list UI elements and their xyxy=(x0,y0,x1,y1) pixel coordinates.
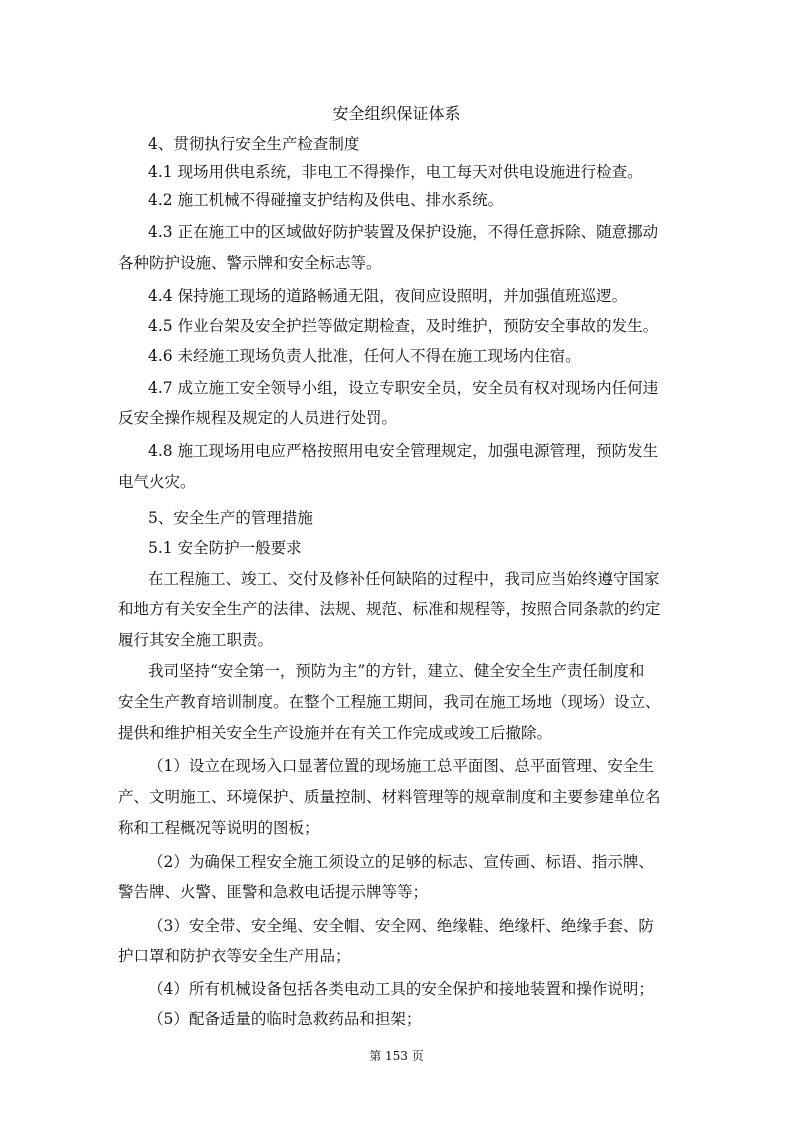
paragraph-line: 各种防护设施、警示牌和安全标志等。 xyxy=(118,254,382,272)
list-item-line: （5）配备适量的临时急救药品和担架； xyxy=(148,1010,422,1028)
subsection-heading: 5.1 安全防护一般要求 xyxy=(148,539,302,557)
paragraph-line: 和地方有关安全生产的法律、法规、规范、标准和规程等，按照合同条款的约定 xyxy=(118,600,661,618)
paragraph-line: 安全生产教育培训制度。在整个工程施工期间，我司在施工场地（现场）设立、 xyxy=(118,693,661,711)
section-heading: 4、贯彻执行安全生产检查制度 xyxy=(148,135,360,153)
paragraph-line: 在工程施工、竣工、交付及修补任何缺陷的过程中，我司应当始终遵守国家 xyxy=(148,570,660,588)
list-item-line: （3）安全带、安全绳、安全帽、安全网、绝缘鞋、绝缘杆、绝缘手套、防 xyxy=(148,917,654,935)
paragraph-line: 提供和维护相关安全生产设施并在有关工作完成或竣工后撤除。 xyxy=(118,724,553,742)
list-item-line: （1）设立在现场入口显著位置的现场施工总平面图、总平面管理、安全生 xyxy=(148,757,654,775)
paragraph-line: 4.8 施工现场用电应严格按照用电安全管理规定，加强电源管理，预防发生 xyxy=(148,442,659,460)
section-heading: 5、安全生产的管理措施 xyxy=(148,509,313,527)
list-item-line: 产、文明施工、环境保护、质量控制、材料管理等的规章制度和主要参建单位名 xyxy=(118,788,661,806)
paragraph-line: 4.5 作业台架及安全护拦等做定期检查，及时维护，预防安全事故的发生。 xyxy=(148,317,659,335)
list-item-line: 称和工程概况等说明的图板； xyxy=(118,819,320,837)
paragraph-line: 4.2 施工机械不得碰撞支护结构及供电、排水系统。 xyxy=(148,191,504,209)
list-item-line: 护口罩和防护衣等安全生产用品； xyxy=(118,947,351,965)
paragraph-line: 4.6 未经施工现场负责人批准，任何人不得在施工现场内住宿。 xyxy=(148,347,581,365)
paragraph-line: 4.4 保持施工现场的道路畅通无阻，夜间应设照明，并加强值班巡逻。 xyxy=(148,287,628,305)
paragraph-line: 4.3 正在施工中的区域做好防护装置及保护设施，不得任意拆除、随意挪动 xyxy=(148,223,659,241)
paragraph-line: 电气火灾。 xyxy=(118,473,196,491)
page-number: 第 153 页 xyxy=(369,1049,424,1063)
paragraph-line: 4.7 成立施工安全领导小组，设立专职安全员，安全员有权对现场内任何违 xyxy=(148,379,659,397)
list-item-line: （4）所有机械设备包括各类电动工具的安全保护和接地装置和操作说明； xyxy=(148,980,654,998)
list-item-line: 警告牌、火警、匪警和急救电话提示牌等等； xyxy=(118,883,429,901)
paragraph-line: 反安全操作规程及规定的人员进行处罚。 xyxy=(118,409,398,427)
document-title: 安全组织保证体系 xyxy=(332,104,461,123)
paragraph-line: 我司坚持“安全第一，预防为主”的方针，建立、健全安全生产责任制度和 xyxy=(148,662,645,680)
list-item-line: （2）为确保工程安全施工须设立的足够的标志、宣传画、标语、指示牌、 xyxy=(148,853,654,871)
paragraph-line: 履行其安全施工职责。 xyxy=(118,631,274,649)
paragraph-line: 4.1 现场用供电系统，非电工不得操作，电工每天对供电设施进行检查。 xyxy=(148,163,643,181)
